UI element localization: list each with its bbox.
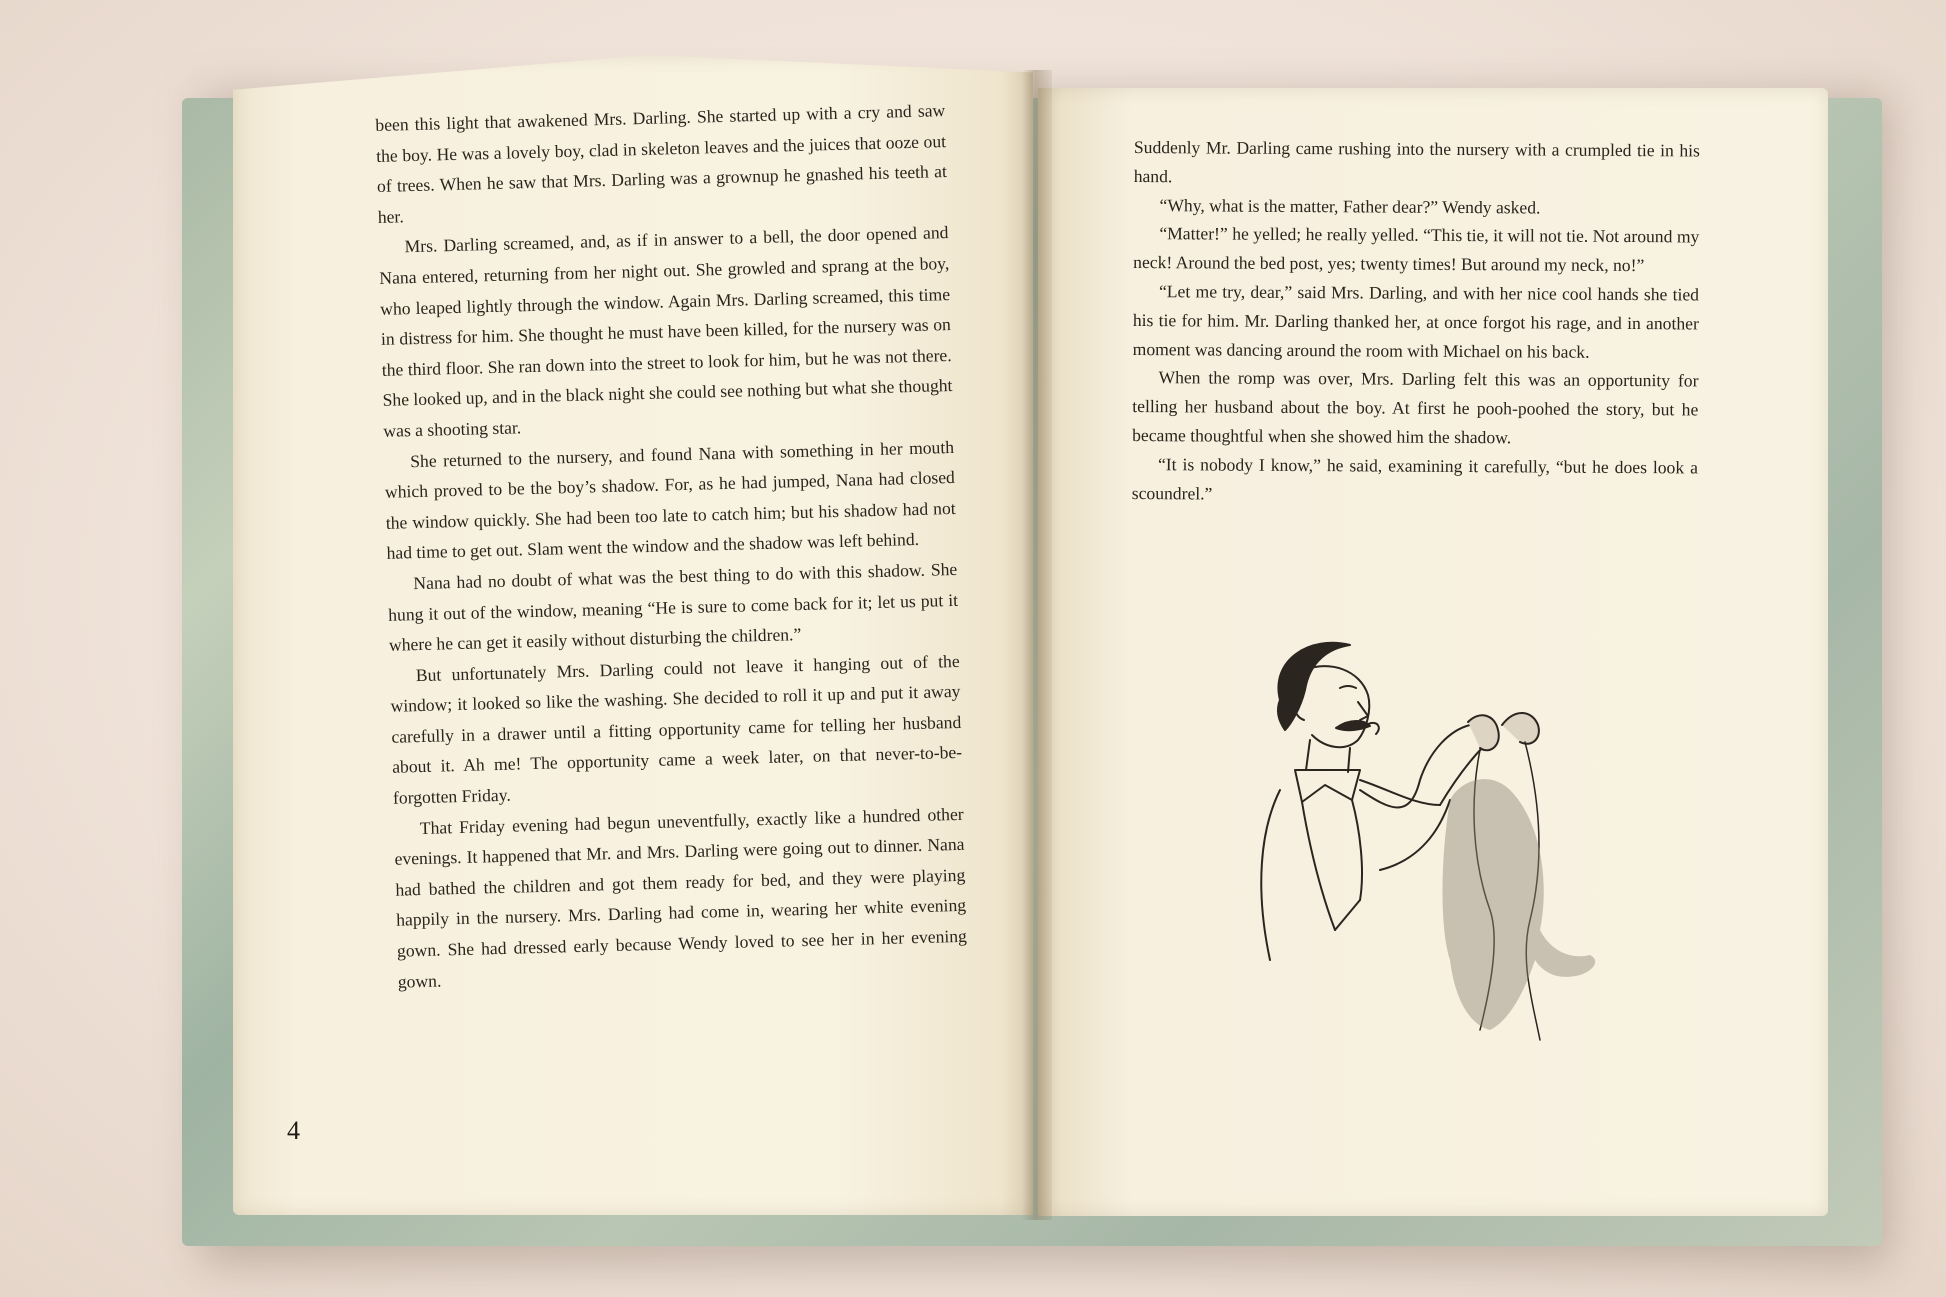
shadow-figure <box>1443 779 1596 1030</box>
paragraph: That Friday evening had begun uneventfully, exactly like a hundred other evenings. It happened that Mr. and Mrs. Darling were going out to dinner. Nana had bathed the children and got them ready for bed, and they were playing happily in the nursery. Mrs. Darling had come in, wearing her white evening gown. She had dressed early because Wendy loved to see her in her evening gown. <box>394 803 968 992</box>
right-page-text <box>1132 133 1700 511</box>
paragraph: Mrs. Darling screamed, and, as if in answer to a bell, the door opened and Nana entered, returning from her night out. She growled and sprang at the boy, who leaped lightly through the window. Again Mrs. Darling screamed, this time in distress for him. She thought he must have been killed, for the nursery was on the third floor. She ran down into the street to look for him, but he was not there. She looked up, and in the black night she could see nothing but what she thought was a shooting star. <box>379 222 953 441</box>
mr-darling-illustration <box>1240 630 1660 1060</box>
paragraph: Suddenly Mr. Darling came rushing into the nursery with a crumpled tie in his hand. <box>1133 136 1700 187</box>
book-gutter <box>1022 70 1052 1220</box>
page-number: 4 <box>287 1116 300 1145</box>
paragraph: “Let me try, dear,” said Mrs. Darling, and with her nice cool hands she tied his tie for him. Mr. Darling thanked her, at once forgot his rage, and in another moment was dancing around the room with Michael on his back. <box>1132 281 1700 362</box>
paragraph: Nana had no doubt of what was the best thing to do with this shadow. She hung it out of the window, meaning “He is sure to come back for it; let us put it where he can get it easily without disturbing the children.” <box>387 558 959 655</box>
paragraph: She returned to the nursery, and found Nana with something in her mouth which proved to be the boy’s shadow. For, as he had jumped, Nana had closed the window quickly. She had been too late to catch him; but his shadow had not had time to get out. Slam went the window and the shadow was left behind. <box>384 436 956 564</box>
left-page-text <box>375 95 968 997</box>
paragraph: “Why, what is the matter, Father dear?” Wendy asked. <box>1159 194 1541 218</box>
paragraph: been this light that awakened Mrs. Darling. She started up with a cry and saw the boy. He was a lovely boy, clad in skeleton leaves and the juices that ooze out of trees. When he saw that Mrs. Darling was a grownup he gnashed his teeth at her. <box>375 100 948 227</box>
paragraph: “It is nobody I know,” he said, examining it carefully, “but he does look a scoundrel.” <box>1131 453 1699 504</box>
paragraph: “Matter!” he yelled; he really yelled. “This tie, it will not tie. Not around my neck! Around the bed post, yes; twenty times! But around my neck, no!” <box>1133 223 1700 276</box>
paragraph: But unfortunately Mrs. Darling could not leave it hanging out of the window; it looked so like the washing. She decided to roll it up and put it away carefully in a drawer until a fitting opportunity came for telling her husband about it. Ah me! The opportunity came a week later, on that never-to-be-forgotten Friday. <box>390 650 963 808</box>
paragraph: When the romp was over, Mrs. Darling felt this was an opportunity for telling her husband about the boy. At first he pooh-poohed the story, but he became thoughtful when she showed him the shadow. <box>1132 367 1699 448</box>
